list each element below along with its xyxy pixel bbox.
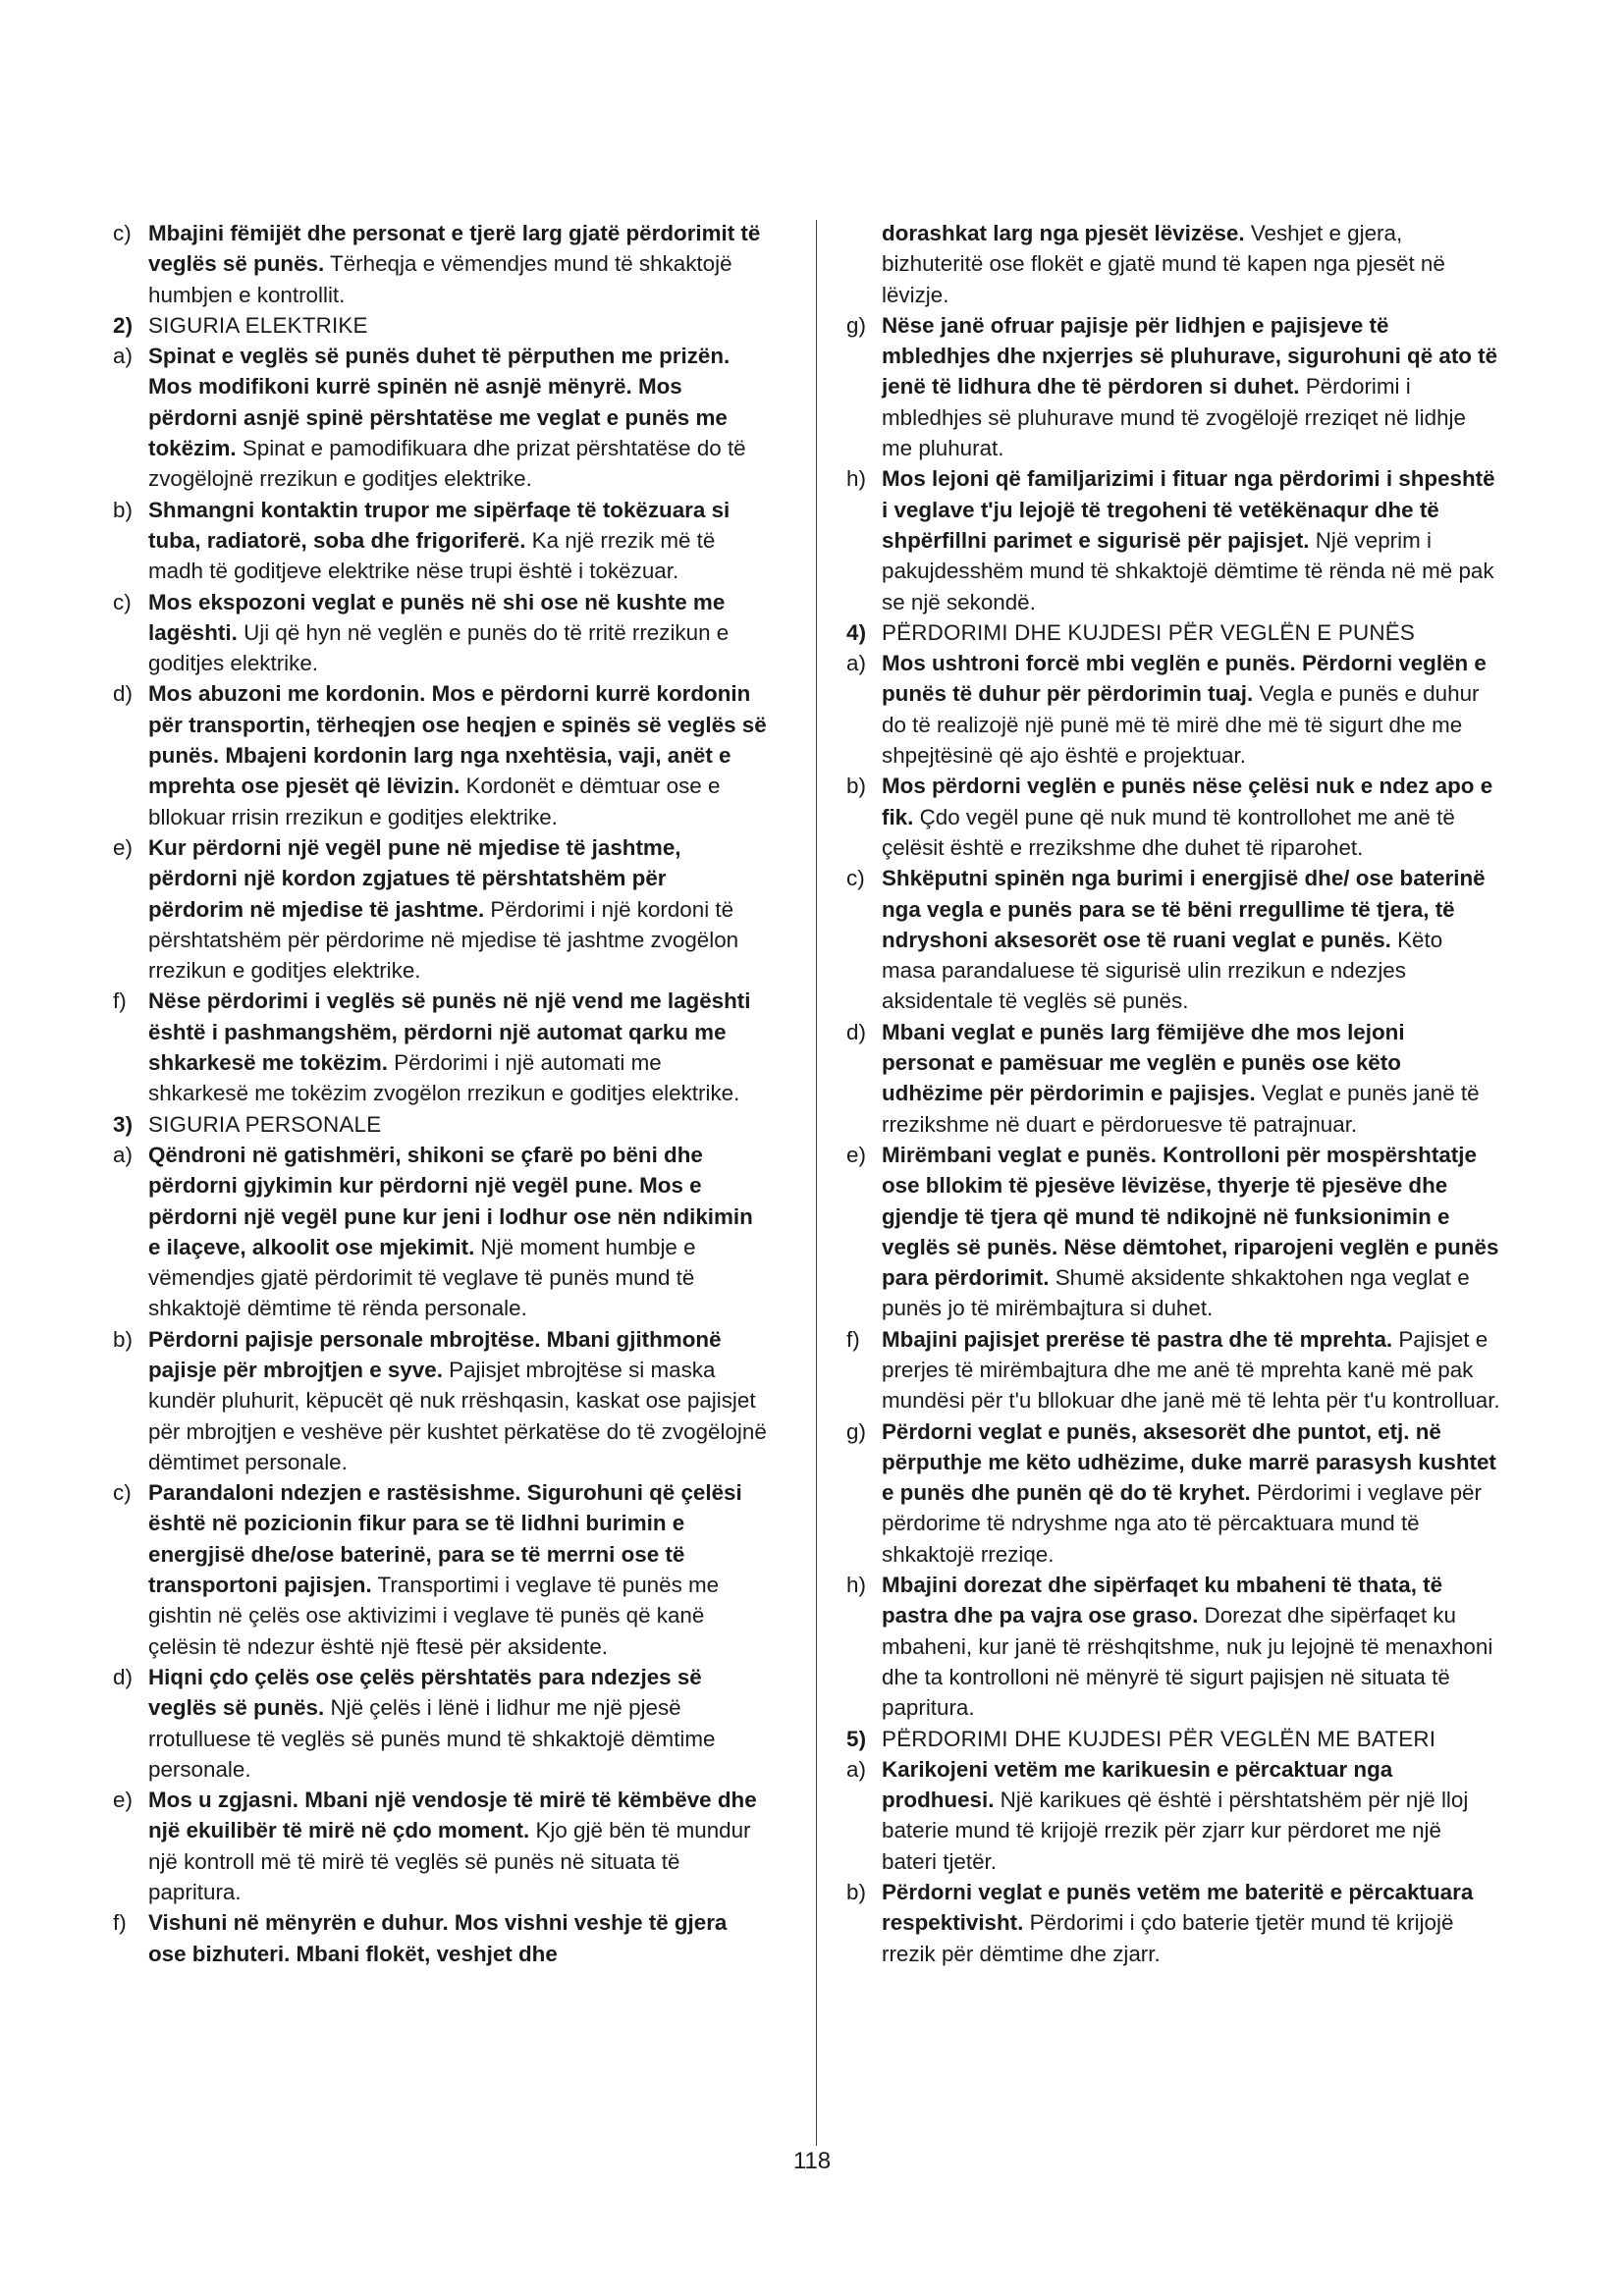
section-heading [846,617,1500,648]
item-marker: d) [113,1664,133,1689]
item-marker: c) [113,221,132,245]
item-marker: g) [846,1418,866,1444]
item-explanation: Dorezat dhe sipërfaqet ku mbaheni, kur janë të rrëshqitshme, nuk ju lejojnë të menaxhoni dhe ta kontrolloni në mënyrë të sigurt pajisjen në situata të papritura. [882,1603,1493,1721]
item-explanation: Kjo gjë bën të mundur një kontroll më të mirë të veglës së punës në situata të papritura. [148,1818,751,1905]
section-title: PËRDORIMI DHE KUJDESI PËR VEGLËN ME BATERI [882,1726,1436,1751]
item-explanation: Një karikues që është i përshtatshëm për një lloj baterie mund të krijojë rrezik për zjarr kur përdoret me një bateri tjetër. [882,1788,1469,1874]
item-instruction: Mos u zgjasni. Mbani një vendosje të mirë të këmbëve dhe një ekuilibër të mirë në çdo moment. [148,1788,757,1843]
item-marker: e) [846,1142,866,1167]
item-instruction: Shmangni kontaktin trupor me sipërfaqe të tokëzuara si tuba, radiatorë, soba dhe frigoriferë. [148,497,731,553]
item-marker: c) [113,1480,132,1506]
item-explanation: Përdorimi i mbledhjes së pluhurave mund të zvogëlojë rreziqet në lidhje me pluhurat. [882,374,1466,461]
list-item [113,218,767,310]
item-instruction: Spinat e veglës së punës duhet të përputhen me prizën. Mos modifikoni kurrë spinën në asnjë mënyrë. Mos përdorni asnjë spinë përshtatëse me veglat e punës me tokëzim. [148,344,731,461]
item-marker: a) [846,651,866,676]
item-marker: d) [113,681,133,707]
item-marker: e) [113,1788,133,1813]
list-item [846,1416,1500,1570]
section-number: 3) [113,1111,134,1137]
item-explanation: Këto masa parandaluese të sigurisë ulin rrezikun e ndezjes aksidentale të veglës së punës. [882,927,1443,1014]
left-column [113,218,767,1969]
item-explanation: Një çelës i lënë i lidhur me një pjesë rrotulluese të veglës së punës mund të shkaktojë dëmtime personale. [148,1695,716,1782]
item-explanation: Përdorimi i një kordoni të përshtatshëm për përdorime në mjedise të jashtme zvogëlon rrezikun e goditjes elektrike. [148,896,739,984]
item-instruction: Mos ekspozoni veglat e punës në shi ose në kushte me lagështi. [148,589,726,645]
item-marker: a) [113,344,133,369]
item-instruction: Përdorni veglat e punës, aksesorët dhe puntot, etj. në përputhje me këto udhëzime, duke marrë parasysh kushtet e punës dhe punën që do të kryhet. [882,1418,1496,1506]
item-explanation: Kordonët e dëmtuar ose e bllokuar rrisin rrezikun e goditjes elektrike. [148,774,721,829]
item-marker: b) [113,497,133,522]
list-item [113,678,767,831]
item-explanation: Vegla e punës e duhur do të realizojë një punë më të mirë dhe më të sigurt dhe me shpejtësinë që ajo është e projektuar. [882,681,1480,769]
item-explanation: Uji që hyn në veglën e punës do të rritë rrezikun e goditjes elektrike. [148,619,730,676]
section-title: SIGURIA ELEKTRIKE [148,312,368,338]
item-marker: b) [846,1880,866,1905]
item-instruction: Nëse përdorimi i veglës së punës në një vend me lagështi është i pashmangshëm, përdorni një automat qarku me shkarkesë me tokëzim. [148,988,751,1076]
item-instruction: Kur përdorni një vegël pune në mjedise të jashtme, përdorni një kordon zgjatues të përshtatshëm për përdorim në mjedise të jashtme. [148,834,681,922]
item-explanation: Transportimi i veglave të punës me gishtin në çelës ose aktivizimi i veglave të punës që kanë çelësin të ndezur është një ftesë për aksidente. [148,1573,720,1659]
list-item [113,495,767,587]
item-marker: g) [846,312,866,338]
item-instruction: Vishuni në mënyrën e duhur. Mos vishni veshje të gjera ose bizhuteri. Mbani flokët, veshjet dhe [148,1910,728,1966]
list-item [846,310,1500,463]
right-column [846,218,1500,1969]
item-instruction: Përdorni veglat e punës vetëm me bateritë e përcaktuara respektivisht. [882,1880,1474,1936]
list-item [846,1877,1500,1969]
section-title: SIGURIA PERSONALE [148,1111,382,1137]
section-heading [113,1109,767,1140]
list-item [846,863,1500,1016]
section-number: 2) [113,312,134,338]
list-item [113,341,767,494]
item-marker: c) [846,866,865,891]
item-explanation: Përdorimi i çdo baterie tjetër mund të krijojë rrezik për dëmtime dhe zjarr. [882,1910,1454,1966]
list-item [113,1785,767,1907]
item-instruction: Mos përdorni veglën e punës nëse çelësi nuk e ndez apo e fik. [882,774,1493,829]
item-explanation: Veshjet e gjera, bizhuteritë ose flokët e gjatë mund të kapen nga pjesët në lëvizje. [882,221,1445,307]
section-title: PËRDORIMI DHE KUJDESI PËR VEGLËN E PUNËS [882,619,1416,645]
item-marker: b) [846,774,866,799]
item-instruction: Mirëmbani veglat e punës. Kontrolloni për mospërshtatje ose bllokim të pjesëve lëvizëse, thyerje të pjesëve dhe gjendje të tjera që mund të ndikojnë në funksionimin e veglës së punës. Nëse dëmtohet, riparojeni veglën e punës para përdorimit. [882,1142,1499,1291]
item-marker: d) [846,1019,866,1044]
item-marker: c) [113,589,132,614]
item-marker: h) [846,466,866,492]
list-item [846,1140,1500,1324]
list-item [846,1017,1500,1140]
item-instruction: Mbajini fëmijët dhe personat e tjerë larg gjatë përdorimit të veglës së punës. [148,221,761,277]
item-instruction: Mos abuzoni me kordonin. Mos e përdorni kurrë kordonin për transportin, tërheqjen ose heqjen e spinës së veglës së punës. Mbajeni kordonin larg nga nxehtësia, vaji, anët e mprehta ose pjesët që lëvizin. [148,681,767,799]
list-item [846,1324,1500,1416]
list-item [113,1662,767,1785]
item-instruction: Parandaloni ndezjen e rastësishme. Sigurohuni që çelësi është në pozicionin fikur para se të lidhni burimin e energjisë dhe/ose baterinë, para se të merrni ose të transportoni pajisjen. [148,1480,742,1598]
item-explanation: Pajisjet e prerjes të mirëmbajtura dhe me anë të mprehta kanë më pak mundësi për t'u bllokuar dhe janë më të lehta për t'u kontrolluar. [882,1326,1500,1414]
item-marker: h) [846,1573,866,1598]
list-item [846,1570,1500,1723]
list-item [113,1324,767,1477]
list-item [113,1477,767,1662]
item-instruction: Nëse janë ofruar pajisje për lidhjen e pajisjeve të mbledhjes dhe nxjerrjes së pluhurave, sigurohuni që ato të jenë të lidhura dhe të përdoren si duhet. [882,312,1498,400]
item-explanation: Spinat e pamodifikuara dhe prizat përshtatëse do të zvogëlojnë rrezikun e goditjes elektrike. [148,436,746,492]
item-marker: f) [113,988,127,1014]
page-number: 118 [792,2148,832,2174]
item-marker: f) [113,1910,127,1936]
item-explanation: Veglat e punës janë të rrezikshme në duart e përdoruesve të patrajnuar. [882,1081,1480,1137]
item-explanation: Një veprim i pakujdesshëm mund të shkaktojë dëmtime të rënda në më pak se një sekondë. [882,527,1494,614]
item-marker: e) [113,834,133,860]
item-explanation: Çdo vegël pune që nuk mund të kontrollohet me anë të çelësit është e rrezikshme dhe duhet të riparohet. [882,804,1455,860]
list-item [113,587,767,679]
item-instruction: Mbajini pajisjet prerëse të pastra dhe të mprehta. [882,1326,1393,1352]
item-marker: a) [846,1756,866,1782]
list-item [113,832,767,986]
item-instruction: Mbajini dorezat dhe sipërfaqet ku mbaheni të thata, të pastra dhe pa vajra ose graso. [882,1573,1443,1629]
item-explanation: Shumë aksidente shkaktohen nga veglat e punës jo të mirëmbajtura si duhet. [882,1265,1470,1321]
item-instruction: Karikojeni vetëm me karikuesin e përcaktuar nga prodhuesi. [882,1756,1393,1813]
section-number: 4) [846,619,867,645]
item-instruction: Mbani veglat e punës larg fëmijëve dhe mos lejoni personat e pamësuar me veglën e punës ose këto udhëzime për përdorimin e pajisjes. [882,1019,1405,1106]
list-item-continued [846,218,1500,310]
list-item [846,463,1500,616]
section-heading [846,1724,1500,1754]
list-item [113,1907,767,1969]
item-explanation: Përdorimi i veglave për përdorime të ndryshme nga ato të përcaktuara mund të shkaktojë rreziqe. [882,1480,1482,1567]
item-explanation: Një moment humbje e vëmendjes gjatë përdorimit të veglave të punës mund të shkaktojë dëmtime të rënda personale. [148,1234,696,1321]
list-item [113,986,767,1108]
item-instruction: Shkëputni spinën nga burimi i energjisë dhe/ ose baterinë nga vegla e punës para se të bëni rregullime të tjera, të ndryshoni aksesorët ose të ruani veglat e punës. [882,866,1486,952]
item-instruction: Hiqni çdo çelës ose çelës përshtatës para ndezjes së veglës së punës. [148,1664,702,1721]
item-marker: f) [846,1326,860,1352]
list-item [113,1140,767,1324]
item-instruction: Qëndroni në gatishmëri, shikoni se çfarë po bëni dhe përdorni gjykimin kur përdorni një vegël pune. Mos e përdorni një vegël pune kur jeni i lodhur ose nën ndikimin e ilaçeve, alkoolit ose mjekimit. [148,1142,753,1259]
section-heading [113,310,767,341]
list-item [846,1754,1500,1877]
item-explanation: Përdorimi i një automati me shkarkesë me tokëzim zvogëlon rrezikun e goditjes elektrike. [148,1050,740,1106]
list-item [846,771,1500,863]
column-divider [816,220,817,2146]
section-number: 5) [846,1726,867,1751]
item-instruction: Përdorni pajisje personale mbrojtëse. Mbani gjithmonë pajisje për mbrojtjen e syve. [148,1326,722,1382]
item-instruction: dorashkat larg nga pjesët lëvizëse. [882,221,1245,245]
item-marker: a) [113,1142,133,1167]
item-instruction: Mos ushtroni forcë mbi veglën e punës. Përdorni veglën e punës të duhur për përdorimin tuaj. [882,651,1487,707]
item-explanation: Tërheqja e vëmendjes mund të shkaktojë humbjen e kontrollit. [148,251,732,307]
item-explanation: Pajisjet mbrojtëse si maska kundër pluhurit, këpucët që nuk rrëshqasin, kaskat ose pajisjet për mbrojtjen e veshëve për kushtet përkatëse do të zvogëlojnë dëmtimet personale. [148,1357,767,1474]
list-item [846,648,1500,771]
item-marker: b) [113,1326,133,1352]
item-explanation: Ka një rrezik më të madh të goditjeve elektrike nëse trupi është i tokëzuar. [148,527,716,584]
item-instruction: Mos lejoni që familjarizimi i fituar nga përdorimi i shpeshtë i veglave t'ju lejojë të tregoheni të vetëkënaqur dhe të shpërfillni parimet e sigurisë për pajisjet. [882,466,1495,553]
